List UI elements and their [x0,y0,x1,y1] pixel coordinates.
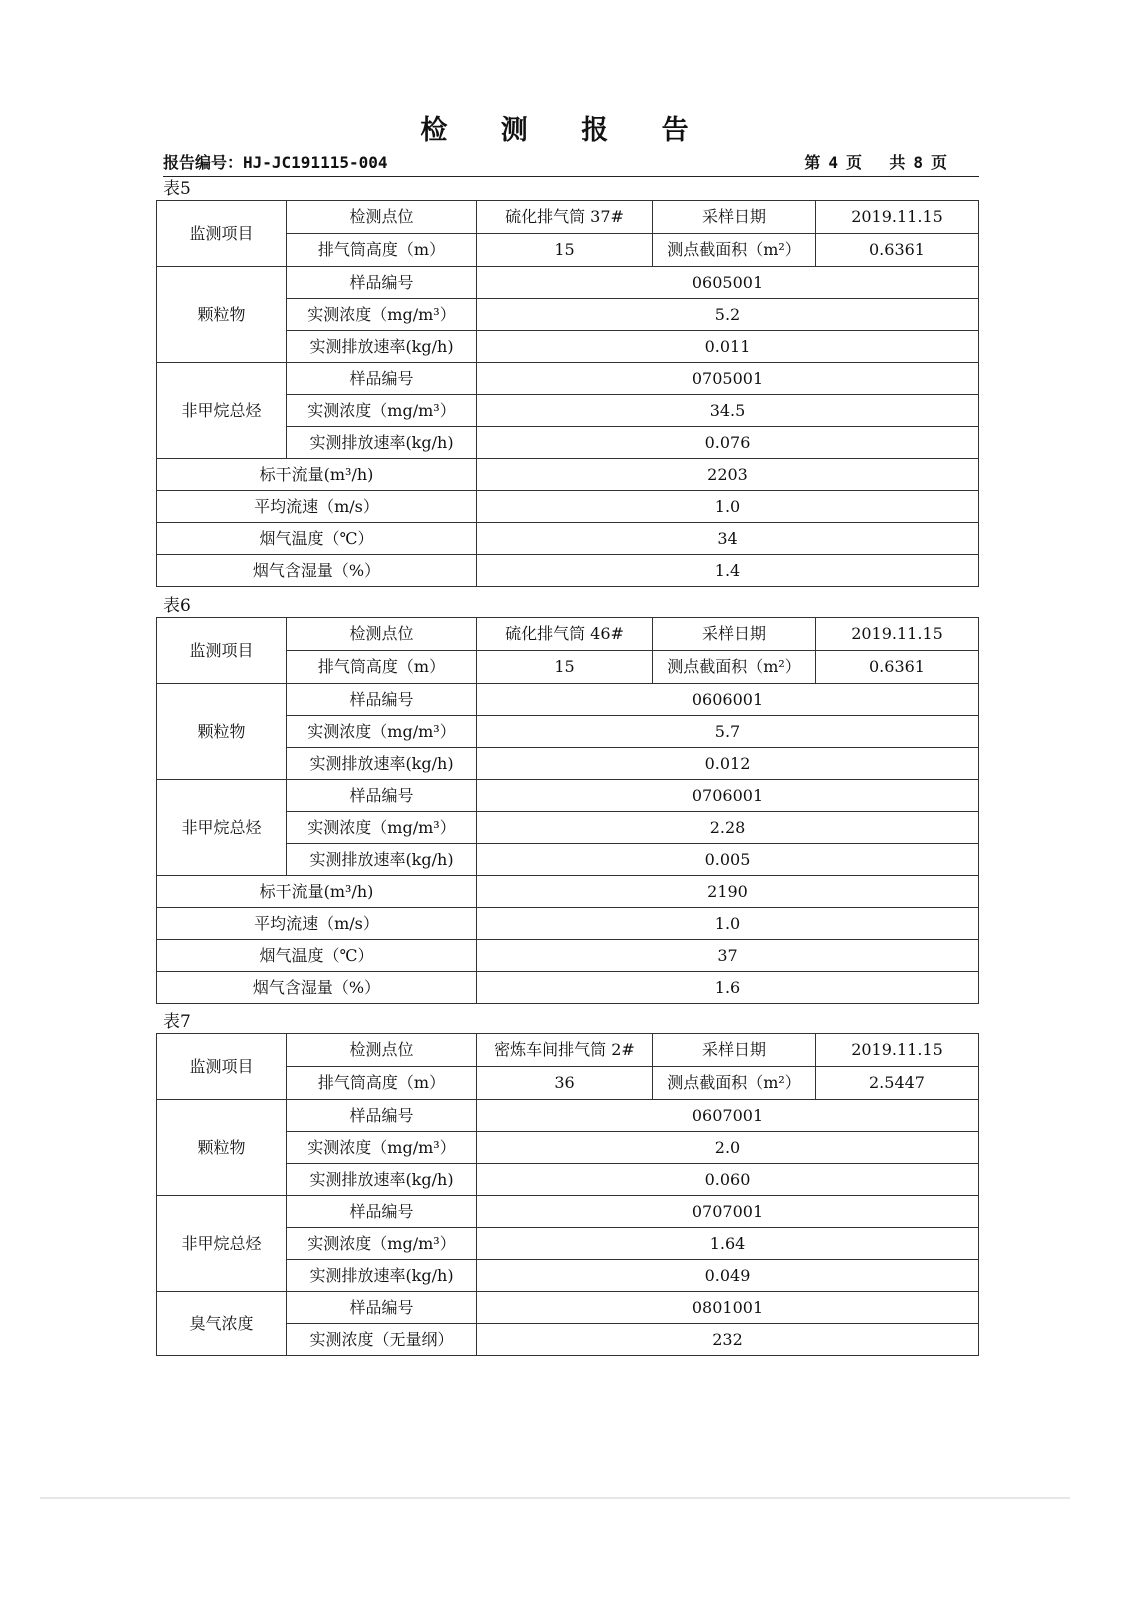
conc-label: 实测浓度（mg/m³） [287,1228,477,1260]
page-total-label: 共 [889,153,906,172]
results-table-6 [156,617,979,1004]
monitor-point-label: 检测点位 [287,1034,477,1067]
page-current-label: 第 [804,153,821,172]
pm-rate: 0.011 [477,331,979,363]
temperature-value: 37 [477,940,979,972]
velocity-value: 1.0 [477,491,979,523]
conc-label: 实测浓度（mg/m³） [287,395,477,427]
section-area-value: 0.6361 [816,651,979,684]
page-current: 4 [828,153,839,172]
pm-conc: 5.7 [477,716,979,748]
results-table-5 [156,200,979,587]
monitor-item-label: 监测项目 [157,1034,287,1100]
temperature-label: 烟气温度（℃） [157,940,477,972]
flow-label: 标干流量(m³/h) [157,459,477,491]
stack-height-label: 排气筒高度（m） [287,234,477,267]
temperature-label: 烟气温度（℃） [157,523,477,555]
velocity-label: 平均流速（m/s） [157,491,477,523]
flow-label: 标干流量(m³/h) [157,876,477,908]
table-caption: 表6 [163,596,191,616]
particulate-label: 颗粒物 [157,267,287,363]
nmhc-sample-no: 0707001 [477,1196,979,1228]
nmhc-conc: 34.5 [477,395,979,427]
conc-dimensionless-label: 实测浓度（无量纲） [287,1324,477,1356]
sample-date-value: 2019.11.15 [816,1034,979,1067]
monitor-point-value: 硫化排气筒 46# [477,618,653,651]
sample-no-label: 样品编号 [287,363,477,395]
monitor-point-label: 检测点位 [287,201,477,234]
humidity-value: 1.6 [477,972,979,1004]
section-area-value: 2.5447 [816,1067,979,1100]
odor-conc: 232 [477,1324,979,1356]
monitor-point-value: 硫化排气筒 37# [477,201,653,234]
pm-sample-no: 0606001 [477,684,979,716]
conc-label: 实测浓度（mg/m³） [287,299,477,331]
stack-height-label: 排气筒高度（m） [287,651,477,684]
nmhc-conc: 2.28 [477,812,979,844]
page-indicator [800,150,951,173]
nmhc-label: 非甲烷总烃 [157,363,287,459]
sample-no-label: 样品编号 [287,267,477,299]
sample-date-value: 2019.11.15 [816,201,979,234]
pm-sample-no: 0607001 [477,1100,979,1132]
stack-height-value: 36 [477,1067,653,1100]
nmhc-sample-no: 0706001 [477,780,979,812]
results-table-7 [156,1033,979,1356]
sample-no-label: 样品编号 [287,1292,477,1324]
sample-date-label: 采样日期 [653,201,816,234]
sample-no-label: 样品编号 [287,1100,477,1132]
conc-label: 实测浓度（mg/m³） [287,716,477,748]
table-caption: 表7 [163,1012,191,1032]
rate-label: 实测排放速率(kg/h) [287,1260,477,1292]
sample-no-label: 样品编号 [287,684,477,716]
rate-label: 实测排放速率(kg/h) [287,844,477,876]
stack-height-value: 15 [477,651,653,684]
nmhc-rate: 0.076 [477,427,979,459]
stack-height-label: 排气筒高度（m） [287,1067,477,1100]
odor-label: 臭气浓度 [157,1292,287,1356]
table-caption: 表5 [163,179,191,199]
report-number: 报告编号：HJ-JC191115-004 [163,153,388,172]
rate-label: 实测排放速率(kg/h) [287,331,477,363]
nmhc-conc: 1.64 [477,1228,979,1260]
monitor-point-value: 密炼车间排气筒 2# [477,1034,653,1067]
pm-sample-no: 0605001 [477,267,979,299]
pm-rate: 0.060 [477,1164,979,1196]
nmhc-rate: 0.005 [477,844,979,876]
sample-no-label: 样品编号 [287,1196,477,1228]
monitor-item-label: 监测项目 [157,201,287,267]
section-area-label: 测点截面积（m²） [653,651,816,684]
monitor-point-label: 检测点位 [287,618,477,651]
stack-height-value: 15 [477,234,653,267]
pm-rate: 0.012 [477,748,979,780]
section-area-label: 测点截面积（m²） [653,234,816,267]
pm-conc: 5.2 [477,299,979,331]
section-area-label: 测点截面积（m²） [653,1067,816,1100]
document-title: 检 测 报 告 [420,115,711,146]
scan-edge-line [40,1497,1070,1499]
sample-no-label: 样品编号 [287,780,477,812]
monitor-item-label: 监测项目 [157,618,287,684]
flow-value: 2203 [477,459,979,491]
velocity-value: 1.0 [477,908,979,940]
report-header [163,148,979,177]
rate-label: 实测排放速率(kg/h) [287,427,477,459]
sample-date-label: 采样日期 [653,618,816,651]
nmhc-label: 非甲烷总烃 [157,1196,287,1292]
page-unit: 页 [846,153,863,172]
humidity-label: 烟气含湿量（%） [157,972,477,1004]
rate-label: 实测排放速率(kg/h) [287,748,477,780]
flow-value: 2190 [477,876,979,908]
rate-label: 实测排放速率(kg/h) [287,1164,477,1196]
page-total: 8 [913,153,923,172]
odor-sample-no: 0801001 [477,1292,979,1324]
section-area-value: 0.6361 [816,234,979,267]
sample-date-value: 2019.11.15 [816,618,979,651]
conc-label: 实测浓度（mg/m³） [287,1132,477,1164]
page-total-unit: 页 [930,153,947,172]
pm-conc: 2.0 [477,1132,979,1164]
particulate-label: 颗粒物 [157,684,287,780]
nmhc-label: 非甲烷总烃 [157,780,287,876]
humidity-label: 烟气含湿量（%） [157,555,477,587]
conc-label: 实测浓度（mg/m³） [287,812,477,844]
sample-date-label: 采样日期 [653,1034,816,1067]
nmhc-sample-no: 0705001 [477,363,979,395]
particulate-label: 颗粒物 [157,1100,287,1196]
nmhc-rate: 0.049 [477,1260,979,1292]
humidity-value: 1.4 [477,555,979,587]
temperature-value: 34 [477,523,979,555]
velocity-label: 平均流速（m/s） [157,908,477,940]
